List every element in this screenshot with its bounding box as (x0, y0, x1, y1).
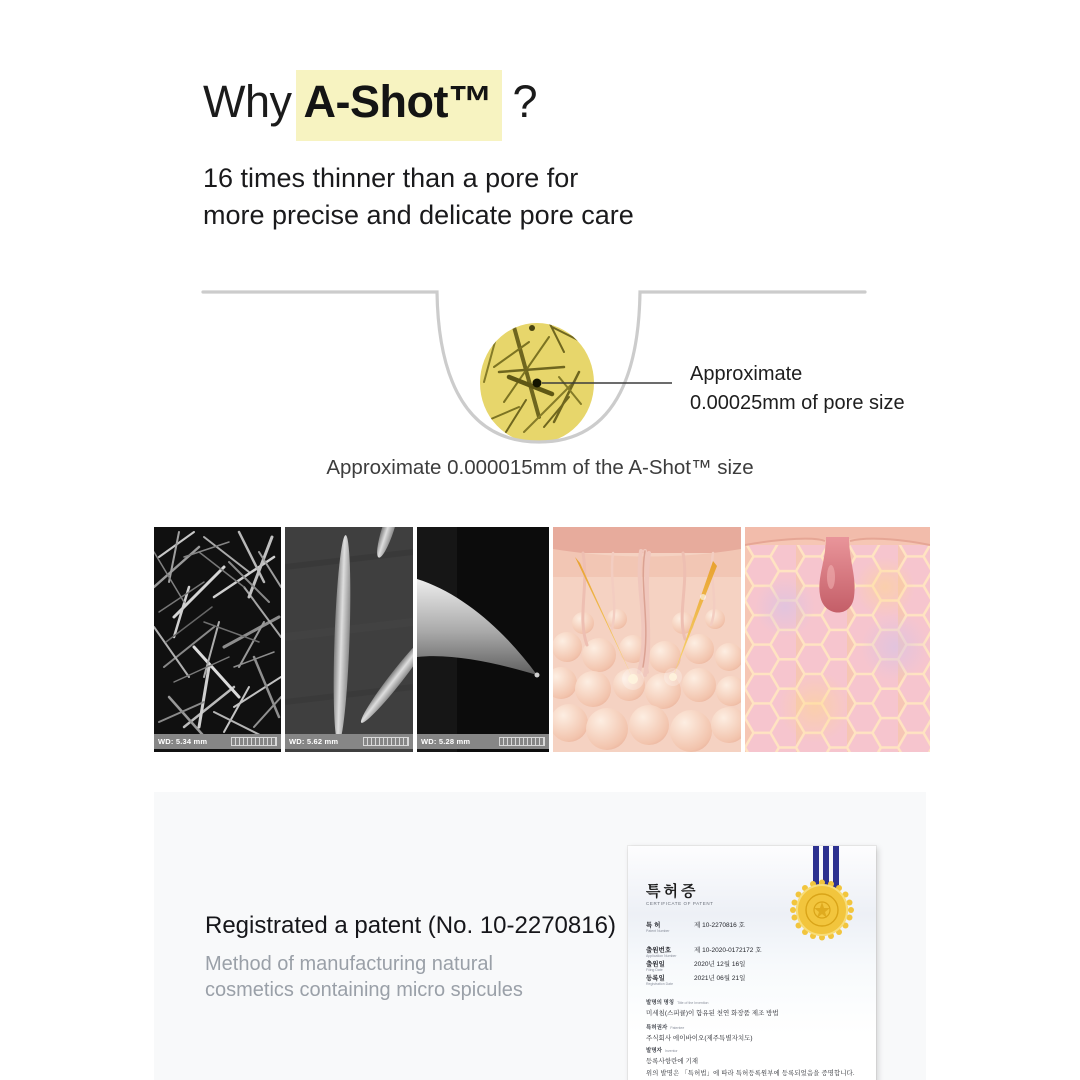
sem-image-scattered-spicules (154, 527, 281, 752)
brand-highlight: A-Shot™ (296, 70, 503, 141)
title-question-mark: ? (512, 76, 537, 127)
ashot-size-caption: Approximate 0.000015mm of the A-Shot™ size (326, 456, 754, 479)
certificate-section-patentee: 특허권자 Patentee 주식회사 에이바이오(제주특별자치도) (646, 1025, 753, 1042)
sem-scale-bar (417, 734, 549, 749)
skin-fibers-illustration (553, 527, 741, 752)
certificate-section-inventor: 발명자 Inventor 등록사항란에 기재 (646, 1048, 699, 1065)
sem-scale-label: WD: 5.34 mm (158, 737, 208, 746)
annotation-line-2: 0.00025mm of pore size (690, 392, 905, 414)
patent-description (205, 951, 523, 1003)
patent-section (154, 792, 926, 1080)
certificate-title: 특허증 (646, 883, 699, 900)
sem-scale-bar (285, 734, 413, 749)
gold-seal-icon (788, 876, 856, 944)
sem-scale-label: WD: 5.62 mm (289, 737, 339, 746)
patent-heading: Registrated a patent (No. 10-2270816) (205, 912, 616, 939)
sem-ruler (231, 737, 277, 746)
subtitle-line-1: 16 times thinner than a pore for (203, 163, 579, 193)
page-title (203, 76, 537, 128)
sem-scale-label: WD: 5.28 mm (421, 737, 471, 746)
patent-description-line-2: cosmetics containing micro spicules (205, 979, 523, 1001)
certificate-footer-text: 위의 발명은 「특허법」에 따라 특허등록원부에 등록되었음을 증명합니다. (646, 1070, 855, 1077)
sem-image-single-spicule (285, 527, 413, 752)
subtitle-line-2: more precise and delicate pore care (203, 200, 634, 230)
skin-pore-illustration (745, 527, 930, 752)
sem-ruler (363, 737, 409, 746)
patent-description-line-1: Method of manufacturing natural (205, 953, 493, 975)
certificate-field-application-number: 출원번호 Application Number 제 10-2020-0172172 호 (646, 947, 762, 958)
image-gallery (154, 527, 926, 752)
page-subtitle (203, 160, 634, 234)
patent-certificate-image (628, 846, 876, 1080)
sem-image-spicule-tip (417, 527, 549, 752)
certificate-field-filing-date: 출원일 Filing Date 2020년 12월 16일 (646, 961, 746, 972)
measure-dot (533, 379, 542, 388)
certificate-subtitle: CERTIFICATE OF PATENT (646, 901, 714, 906)
certificate-field-patent-number: 특 허 Patent Number 제 10-2270816 호 (646, 922, 745, 933)
sem-ruler (499, 737, 545, 746)
pore-size-annotation (690, 360, 905, 418)
certificate-section-invention-title: 발명의 명칭 Title of the Invention 미세침(스피큘)이 함유된 천연 화장품 제조 방법 (646, 1000, 779, 1017)
sem-scale-bar (154, 734, 281, 749)
certificate-field-registration-date: 등록일 Registration Date 2021년 06월 21일 (646, 975, 746, 986)
annotation-line-1: Approximate (690, 363, 803, 385)
title-prefix: Why (203, 76, 292, 127)
